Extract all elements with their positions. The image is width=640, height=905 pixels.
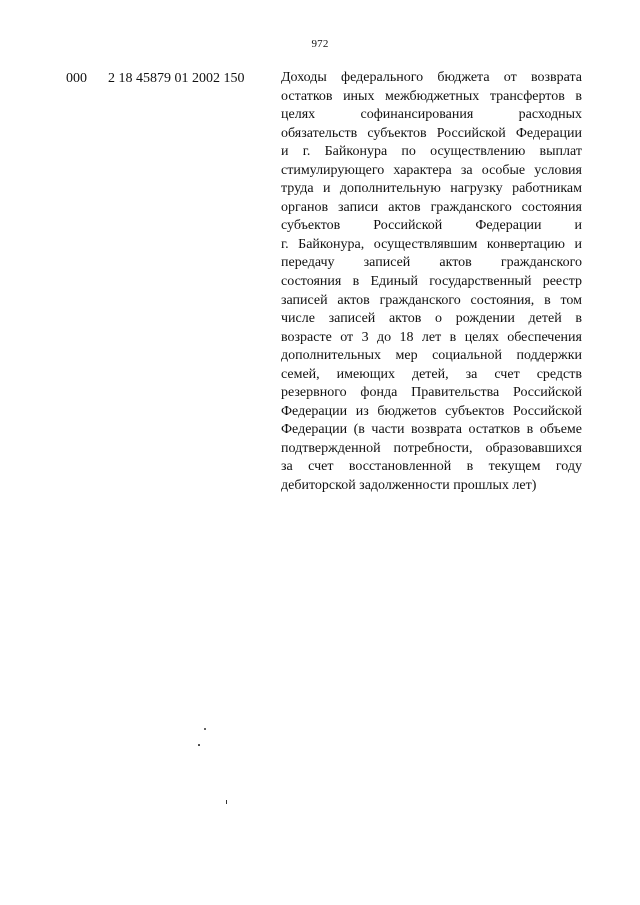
description-line: дополнительных мер социальной поддержки xyxy=(281,348,582,364)
description-line: передачу записей актов гражданского xyxy=(281,255,582,271)
description-line: резервного фонда Правительства Российской xyxy=(281,385,582,401)
administrator-code: 000 xyxy=(66,71,87,86)
description-line: подтвержденной потребности, образовавшихся xyxy=(281,440,582,456)
description-line: г. Байконура, осуществлявшим конвертацию и xyxy=(281,236,582,252)
description-line: возрасте от 3 до 18 лет в целях обеспечения xyxy=(281,329,582,345)
description-line: Доходы федерального бюджета от возврата xyxy=(281,70,582,85)
description-line: и г. Байконура по осуществлению выплат xyxy=(281,144,582,160)
description-line: обязательств субъектов Российской Федерации xyxy=(281,125,582,141)
budget-classification-code: 2 18 45879 01 2002 150 xyxy=(108,71,245,86)
scan-speck xyxy=(226,800,227,804)
description-line: Федерации из бюджетов субъектов Российской xyxy=(281,403,582,419)
scan-speck xyxy=(198,744,200,746)
description-line: числе записей актов о рождении детей в xyxy=(281,311,582,327)
scan-speck xyxy=(204,728,206,730)
description-line: записей актов гражданского состояния, в том xyxy=(281,292,582,308)
description-line: труда и дополнительную нагрузку работникам xyxy=(281,181,582,197)
page-number: 972 xyxy=(311,38,329,50)
description-line: целях софинансирования расходных xyxy=(281,107,582,123)
description-line: за счет восстановленной в текущем году xyxy=(281,459,582,475)
description-line: состояния в Единый государственный реестр xyxy=(281,274,582,290)
budget-entry-row xyxy=(66,69,590,494)
description-line: дебиторской задолженности прошлых лет) xyxy=(281,478,537,494)
income-description xyxy=(281,69,582,496)
description-line: Федерации (в части возврата остатков в объеме xyxy=(281,422,582,438)
description-line: семей, имеющих детей, за счет средств xyxy=(281,366,582,382)
description-line: субъектов Российской Федерации и xyxy=(281,218,582,234)
description-line: остатков иных межбюджетных трансфертов в xyxy=(281,88,582,104)
description-line: стимулирующего характера за особые условия xyxy=(281,162,582,178)
description-line: органов записи актов гражданского состояния xyxy=(281,199,582,215)
